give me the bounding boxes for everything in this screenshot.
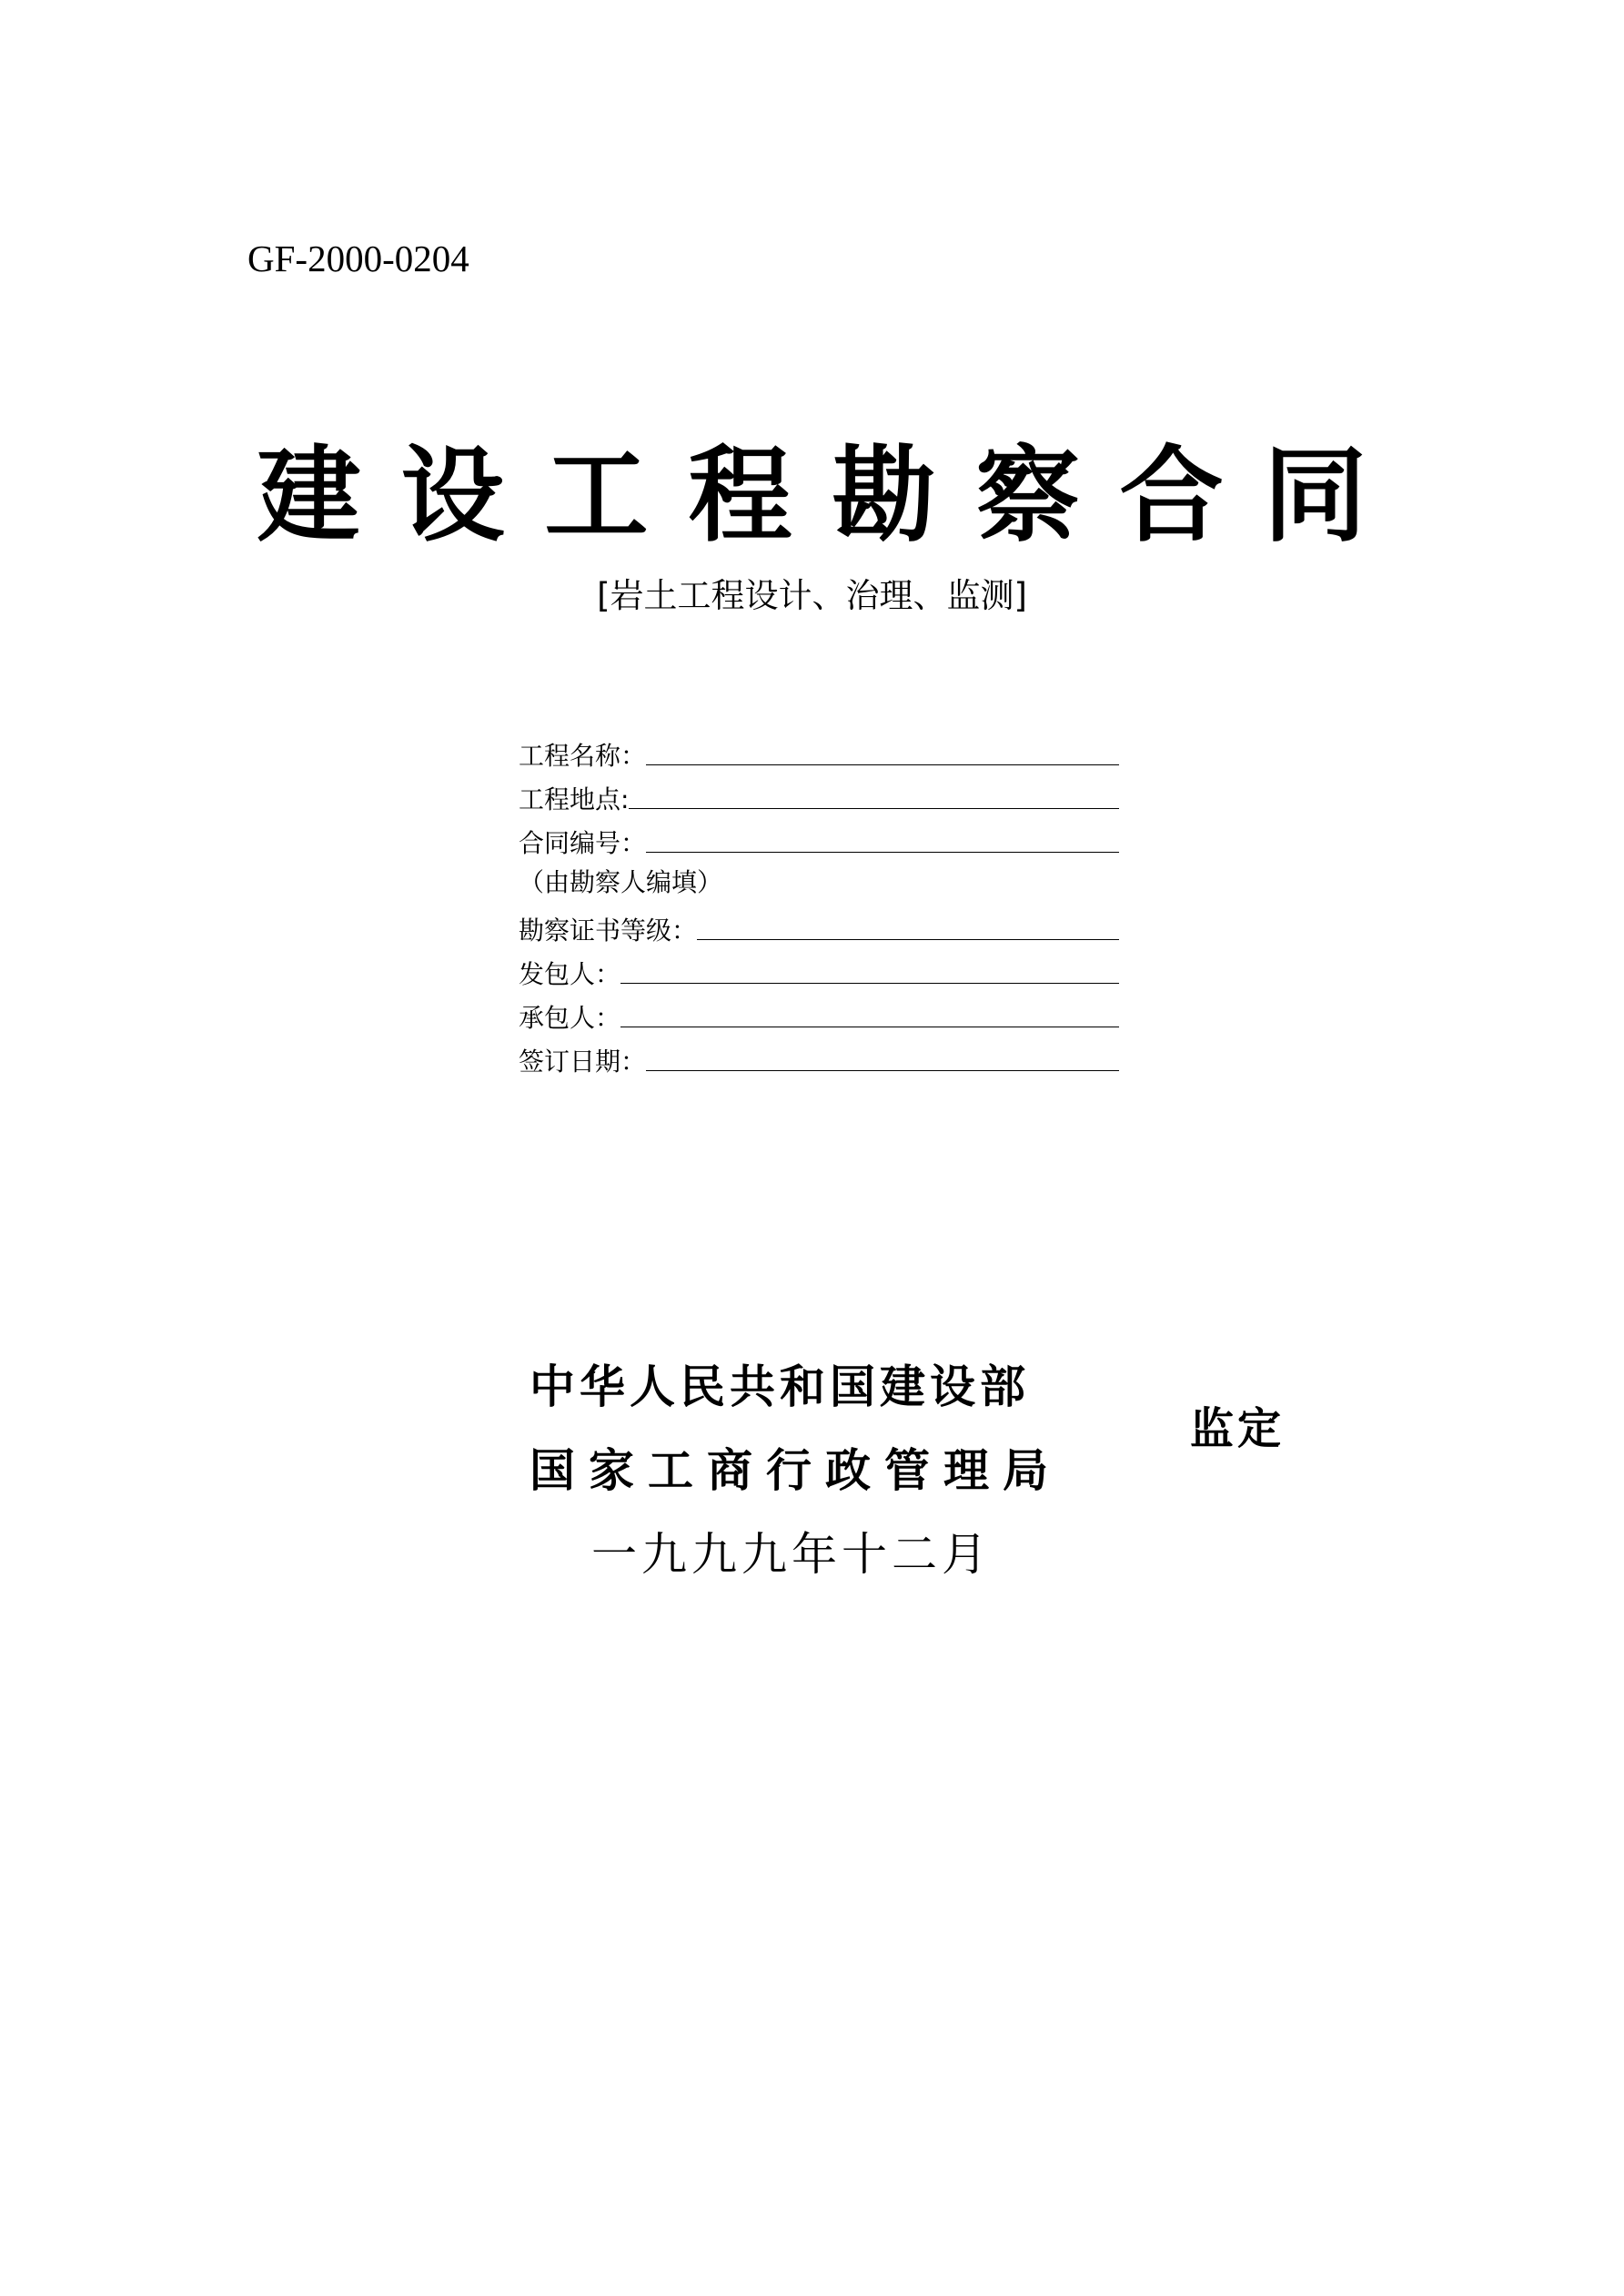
approved-label: 监定 (1190, 1403, 1286, 1454)
issuer-industry-commerce-bureau: 国家工商行政管理局 (530, 1444, 1062, 1497)
signing-date-blank (646, 1069, 1119, 1071)
project-name-label: 工程名称： (519, 741, 647, 771)
project-location-blank (629, 807, 1119, 809)
document-code: GF-2000-0204 (247, 238, 469, 279)
contract-number-row (519, 817, 1119, 861)
signing-date-row (519, 1036, 1119, 1079)
issuing-authorities (530, 1345, 1062, 1596)
employer-blank (620, 982, 1119, 984)
project-name-blank (646, 764, 1119, 765)
contractor-blank (620, 1026, 1119, 1027)
certificate-grade-row (519, 905, 1119, 948)
contract-number-label: 合同编号： (519, 828, 647, 858)
employer-label: 发包人： (519, 959, 621, 989)
document-title: 建设工程勘察合同 (257, 435, 1407, 556)
contractor-label: 承包人： (519, 1003, 621, 1033)
project-location-label: 工程地点: (519, 784, 630, 814)
document-subtitle: [岩土工程设计、治理、监测] (597, 576, 1027, 615)
issue-date: 一九九九年十二月 (591, 1528, 992, 1581)
issuer-ministry-of-construction: 中华人民共和国建设部 (530, 1360, 1030, 1413)
signing-date-label: 签订日期： (519, 1047, 647, 1077)
contract-info-form (519, 730, 1119, 1079)
project-location-row (519, 774, 1119, 817)
certificate-grade-label: 勘察证书等级： (519, 915, 698, 946)
contract-number-blank (646, 851, 1119, 853)
contractor-row (519, 992, 1119, 1036)
contract-number-note: （由勘察人编填） (519, 867, 723, 897)
project-name-row (519, 730, 1119, 774)
certificate-grade-blank (697, 938, 1119, 940)
employer-row (519, 948, 1119, 992)
